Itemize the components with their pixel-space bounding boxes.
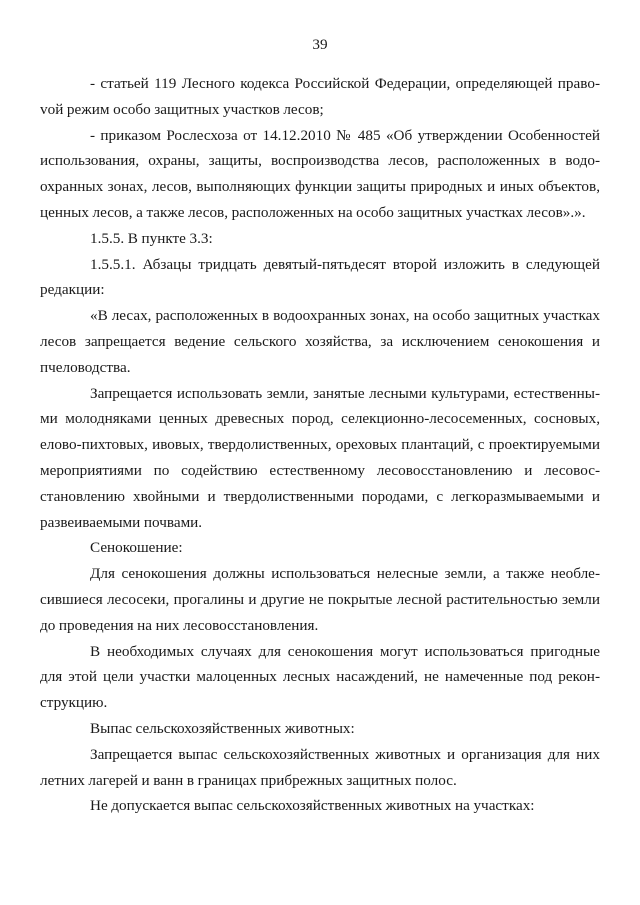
- heading-grazing: Выпас сельскохозяйственных животных:: [90, 719, 355, 737]
- paragraph-clause-1-5-5-1: 1.5.5.1. Абзацы тридцать девятый-пятьдесят второй изложить в следующей редакции:: [40, 255, 600, 299]
- paragraph-grazing-areas: Не допускается выпас сельскохозяйственных животных на участках:: [90, 797, 535, 815]
- paragraph-rosleshoz-order: - приказом Рослесхоза от 14.12.2010 № 485 «Об утверждении Особенностей использования, охраны, защиты, воспроизводства лесов, расположенных в водоохранных зонах, лесов, выполняющих функции защиты природных и иных объектов, ценных лесов, а также лесов, расположенных на особо защитных участках лесов».».: [40, 126, 600, 221]
- heading-haymaking: Сенокошение:: [90, 539, 183, 557]
- page-number: 39: [312, 36, 328, 53]
- document-body: [40, 71, 600, 819]
- paragraph-clause-1-5-5: 1.5.5. В пункте 3.3:: [90, 229, 213, 247]
- paragraph-land-use-ban: Запрещается использовать земли, занятые лесными культурами, естественными молодняками ценных древесных пород, селекционно-лесосеменных, сосновых, елово-пихтовых, ивовых, твердолиственных, ореховых плантаций, с проектируемыми мероприятиями по содействию естественному лесовосстановлению и лесовосстановлению хвойными и твердолиственными породами, с легкоразмываемыми и развеиваемыми почвами.: [40, 384, 600, 531]
- paragraph-forest-code-article: - статьей 119 Лесного кодекса Российской Федерации, определяющей правоvой режим особо защитных участков лесов;: [40, 75, 600, 118]
- paragraph-haymaking-lands: Для сенокошения должны использоваться нелесные земли, а также необлесившиеся лесосеки, прогалины и другие не покрытые лесной растительностью земли до проведения на них лесовосстановления.: [40, 565, 600, 634]
- paragraph-grazing-ban: Запрещается выпас сельскохозяйственных животных и организация для них летних лагерей и ванн в границах прибрежных защитных полос.: [40, 745, 600, 789]
- paragraph-agriculture-ban: «В лесах, расположенных в водоохранных зонах, на особо защитных участках лесов запрещается ведение сельского хозяйства, за исключением сенокошения и пчеловодства.: [40, 307, 600, 376]
- paragraph-haymaking-exceptions: В необходимых случаях для сенокошения могут использоваться пригодные для этой цели участки малоценных лесных насаждений, не намеченные под реконструкцию.: [40, 642, 600, 712]
